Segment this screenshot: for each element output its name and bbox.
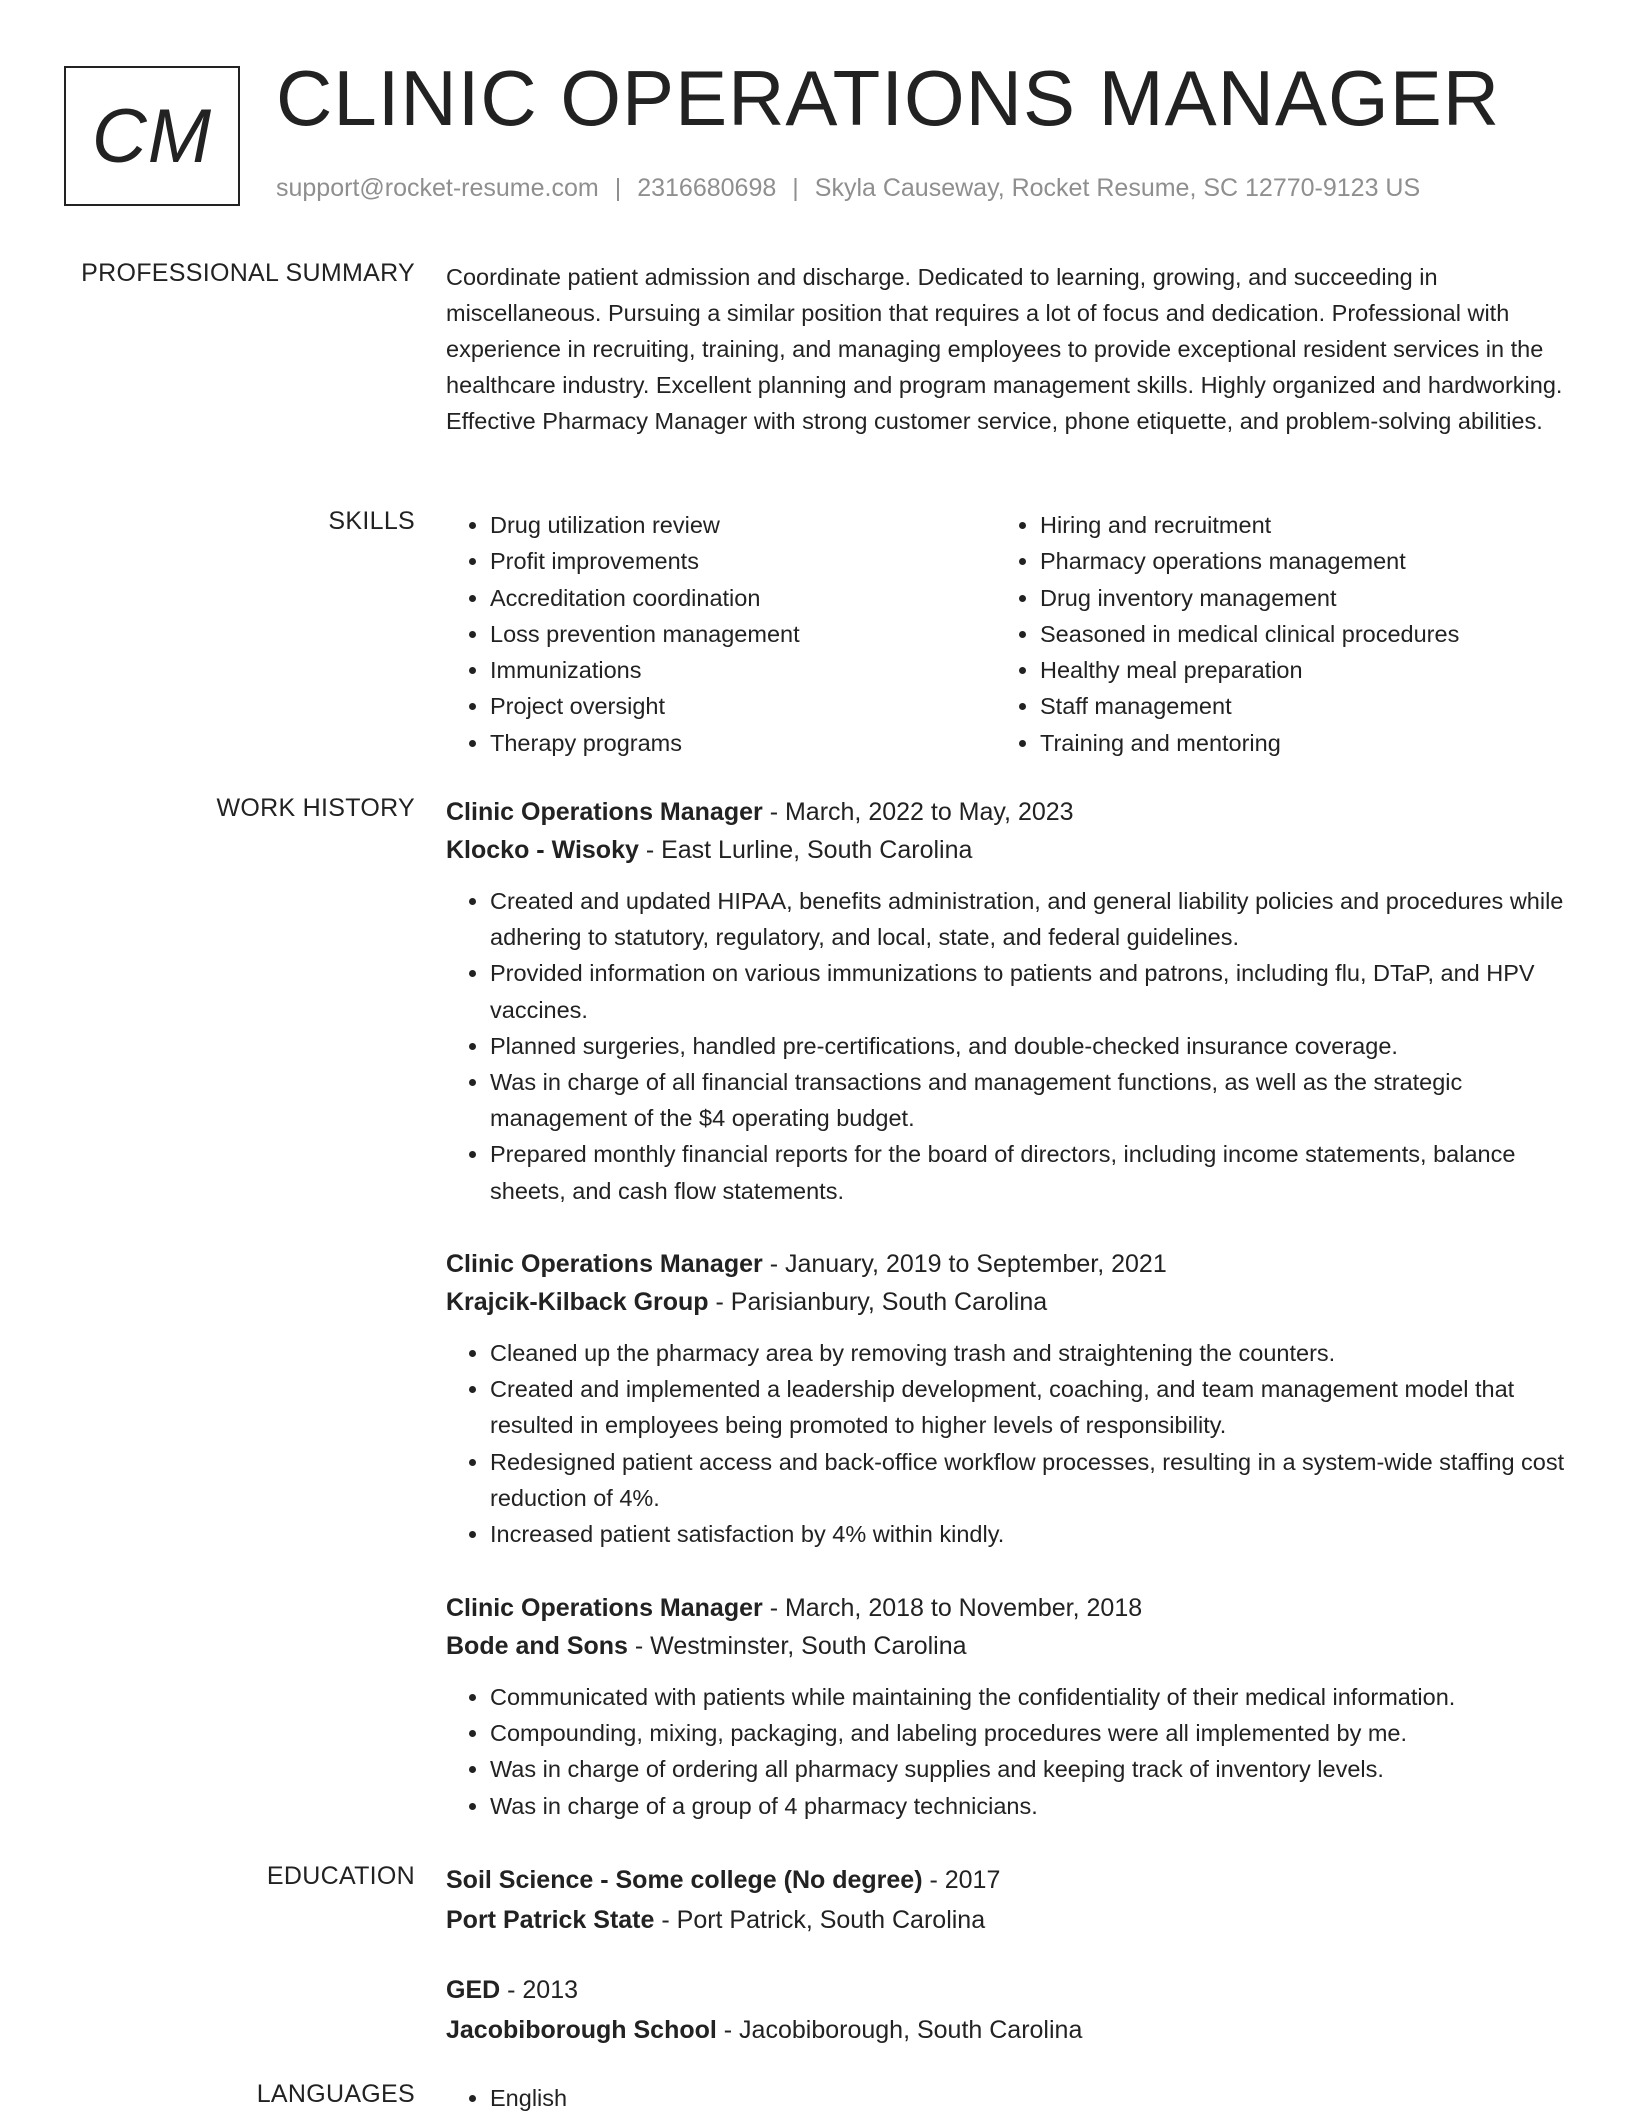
- job-dates: - March, 2022 to May, 2023: [762, 798, 1074, 826]
- skill-item: • Drug utilization review: [490, 507, 996, 543]
- education-school-line: [446, 1901, 1566, 1939]
- job-company-line: [446, 1627, 1566, 1665]
- education-school-line: [446, 2011, 1566, 2049]
- job-company: Bode and Sons: [446, 1632, 628, 1660]
- education-degree-line: [446, 1861, 1566, 1899]
- skills-heading: SKILLS: [328, 507, 415, 535]
- education-degree: GED: [446, 1976, 501, 2004]
- job-bullet: • Increased patient satisfaction by 4% within kindly.: [490, 1516, 1566, 1552]
- skill-item: • Immunizations: [490, 652, 996, 688]
- job-title-line: [446, 1589, 1566, 1627]
- work-heading: WORK HISTORY: [216, 794, 415, 822]
- job-location: - East Lurline, South Carolina: [638, 836, 973, 864]
- summary-heading: PROFESSIONAL SUMMARY: [81, 259, 415, 287]
- education-year: - 2013: [500, 1976, 579, 2004]
- job-location: - Westminster, South Carolina: [627, 1632, 967, 1660]
- job-title-line: [446, 793, 1566, 831]
- skill-item: • Healthy meal preparation: [1040, 652, 1459, 688]
- skill-item: • Accreditation coordination: [490, 580, 996, 616]
- contact-separator: |: [614, 174, 622, 202]
- education-degree-line: [446, 1971, 1566, 2009]
- job-title: Clinic Operations Manager: [446, 1594, 763, 1622]
- job-bullet: • Prepared monthly financial reports for the board of directors, including income statements, balance sheets, and cash flow statements.: [490, 1136, 1566, 1208]
- monogram-box: [64, 66, 240, 206]
- skill-item: • Training and mentoring: [1040, 725, 1459, 761]
- job-bullet: • Provided information on various immunizations to patients and patrons, including flu, DTaP, and HPV vaccines.: [490, 955, 1566, 1027]
- job-bullet: • Communicated with patients while maintaining the confidentiality of their medical information.: [490, 1679, 1566, 1715]
- education-location: - Jacobiborough, South Carolina: [716, 2016, 1083, 2044]
- contact-address: Skyla Causeway, Rocket Resume, SC 12770-9123 US: [814, 174, 1421, 202]
- skill-item: • Staff management: [1040, 688, 1459, 724]
- contact-email: support@rocket-resume.com: [276, 174, 599, 202]
- education-degree: Soil Science - Some college (No degree): [446, 1866, 923, 1894]
- skill-item: • Profit improvements: [490, 543, 996, 579]
- language-item: • English: [490, 2080, 996, 2116]
- job-bullet: • Was in charge of all financial transactions and management functions, as well as the strategic management of the $4 operating budget.: [490, 1064, 1566, 1136]
- languages-list: [446, 2080, 996, 2116]
- job-bullets: [446, 1679, 1566, 1824]
- education-school: Port Patrick State: [446, 1906, 655, 1934]
- job-title: Clinic Operations Manager: [446, 798, 763, 826]
- job-bullet: • Redesigned patient access and back-office workflow processes, resulting in a system-wide staffing cost reduction of 4%.: [490, 1444, 1566, 1516]
- skill-item: • Loss prevention management: [490, 616, 996, 652]
- skill-item: • Hiring and recruitment: [1040, 507, 1459, 543]
- job-bullets: [446, 1335, 1566, 1552]
- job-bullets: [446, 883, 1566, 1209]
- job-bullet: • Created and implemented a leadership development, coaching, and team management model that resulted in employees being promoted to higher levels of responsibility.: [490, 1371, 1566, 1443]
- education-year: - 2017: [922, 1866, 1001, 1894]
- contact-phone: 2316680698: [637, 174, 777, 202]
- skill-item: • Therapy programs: [490, 725, 996, 761]
- skill-item: • Seasoned in medical clinical procedures: [1040, 616, 1459, 652]
- job-bullet: • Was in charge of a group of 4 pharmacy technicians.: [490, 1788, 1566, 1824]
- languages-heading: LANGUAGES: [256, 2080, 415, 2108]
- monogram-initials: CM: [91, 93, 213, 179]
- education-heading: EDUCATION: [266, 1862, 415, 1890]
- contact-line: [276, 174, 1420, 203]
- skills-list-right: [996, 507, 1459, 761]
- job-bullet: • Was in charge of ordering all pharmacy supplies and keeping track of inventory levels.: [490, 1751, 1566, 1787]
- education-school: Jacobiborough School: [446, 2016, 717, 2044]
- skill-item: • Drug inventory management: [1040, 580, 1459, 616]
- job-title-line: [446, 1245, 1566, 1283]
- education-location: - Port Patrick, South Carolina: [654, 1906, 986, 1934]
- skill-item: • Project oversight: [490, 688, 996, 724]
- job-company: Klocko - Wisoky: [446, 836, 639, 864]
- resume-title: CLINIC OPERATIONS MANAGER: [276, 54, 1501, 142]
- job-bullet: • Planned surgeries, handled pre-certifications, and double-checked insurance coverage.: [490, 1028, 1566, 1064]
- job-dates: - March, 2018 to November, 2018: [762, 1594, 1143, 1622]
- job-company-line: [446, 1283, 1566, 1321]
- job-company: Krajcik-Kilback Group: [446, 1288, 709, 1316]
- skill-item: • Pharmacy operations management: [1040, 543, 1459, 579]
- job-bullet: • Compounding, mixing, packaging, and labeling procedures were all implemented by me.: [490, 1715, 1566, 1751]
- summary-text: Coordinate patient admission and discharge. Dedicated to learning, growing, and succeeding in miscellaneous. Pursuing a similar position that requires a lot of focus and dedication. Professional with experience in recruiting, training, and managing employees to provide exceptional resident services in the healthcare industry. Excellent planning and program management skills. Highly organized and hardworking. Effective Pharmacy Manager with strong customer service, phone etiquette, and problem-solving abilities.: [446, 264, 1563, 434]
- job-bullet: • Created and updated HIPAA, benefits administration, and general liability policies and procedures while adhering to statutory, regulatory, and local, state, and federal guidelines.: [490, 883, 1566, 955]
- skills-list-left: [446, 507, 996, 761]
- job-company-line: [446, 831, 1566, 869]
- job-dates: - January, 2019 to September, 2021: [762, 1250, 1167, 1278]
- job-location: - Parisianbury, South Carolina: [708, 1288, 1048, 1316]
- contact-separator: |: [792, 174, 799, 202]
- job-title: Clinic Operations Manager: [446, 1250, 763, 1278]
- job-bullet: • Cleaned up the pharmacy area by removing trash and straightening the counters.: [490, 1335, 1566, 1371]
